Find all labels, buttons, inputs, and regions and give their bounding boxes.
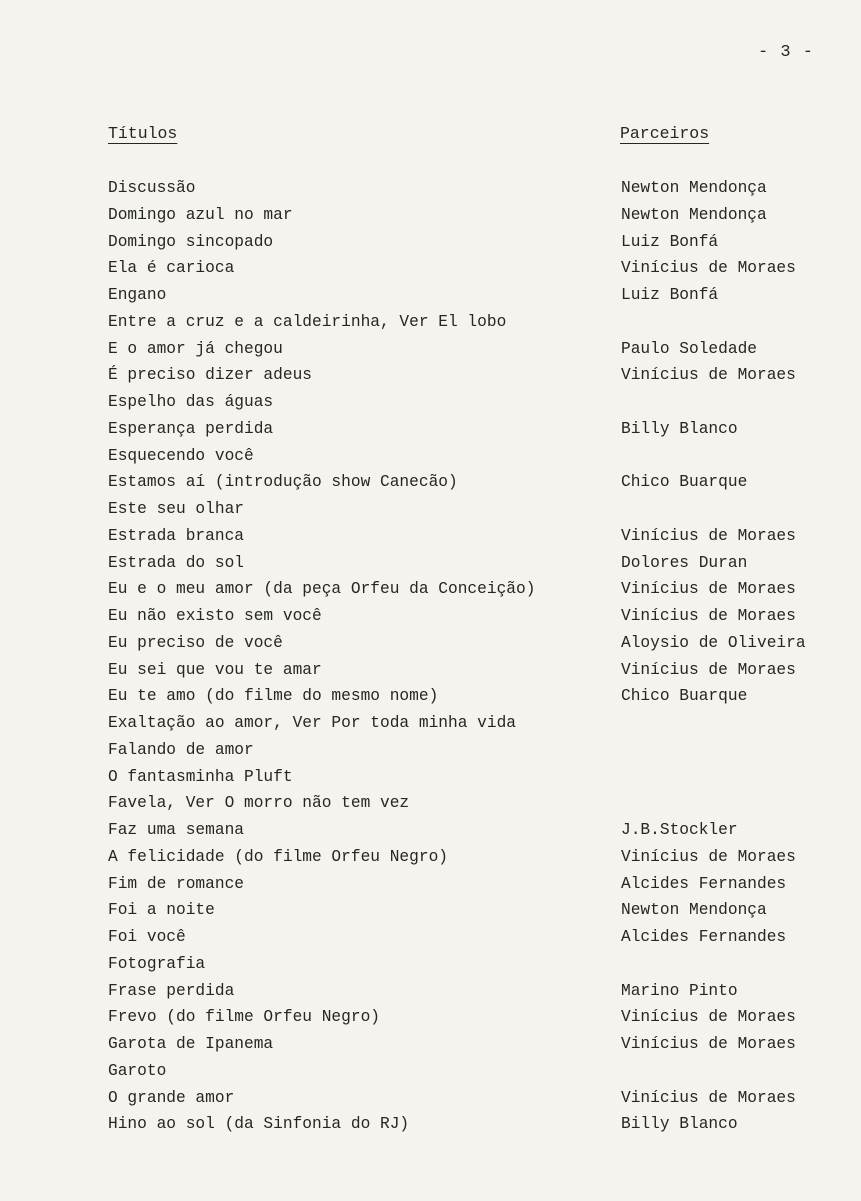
song-title: Foi você bbox=[108, 928, 186, 946]
list-item bbox=[0, 820, 861, 847]
list-item bbox=[0, 606, 861, 633]
song-partner: Vinícius de Moraes bbox=[621, 580, 796, 599]
list-item bbox=[0, 285, 861, 312]
song-list bbox=[0, 178, 861, 1141]
song-partner: Alcides Fernandes bbox=[621, 928, 787, 946]
list-item bbox=[0, 446, 861, 473]
song-title: Esquecendo você bbox=[108, 446, 254, 465]
song-partner: Billy Blanco bbox=[621, 1115, 738, 1134]
song-partner: Vinícius de Moraes bbox=[621, 1008, 796, 1027]
song-title: É preciso dizer adeus bbox=[108, 366, 312, 385]
song-partner: Newton Mendonça bbox=[621, 901, 767, 920]
song-title: Frase perdida bbox=[108, 981, 235, 1000]
song-title: Espelho das águas bbox=[108, 393, 274, 411]
song-partner: Vinícius de Moraes bbox=[621, 259, 796, 278]
song-title: Foi a noite bbox=[108, 901, 215, 920]
list-item bbox=[0, 499, 861, 526]
list-item bbox=[0, 900, 861, 927]
list-item bbox=[0, 713, 861, 740]
list-item bbox=[0, 874, 861, 901]
list-item bbox=[0, 927, 861, 954]
song-partner: Dolores Duran bbox=[621, 553, 748, 572]
list-item bbox=[0, 553, 861, 580]
song-title: Esperança perdida bbox=[108, 419, 274, 438]
list-item bbox=[0, 392, 861, 419]
list-item bbox=[0, 1114, 861, 1141]
song-partner: Vinícius de Moraes bbox=[621, 607, 796, 625]
song-title: Garoto bbox=[108, 1061, 167, 1080]
list-item bbox=[0, 660, 861, 687]
song-partner: J.B.Stockler bbox=[621, 821, 738, 839]
song-title: Fotografia bbox=[108, 954, 206, 973]
song-partner: Vinícius de Moraes bbox=[621, 526, 796, 545]
list-item bbox=[0, 633, 861, 660]
song-partner: Vinícius de Moraes bbox=[621, 1088, 796, 1107]
song-partner: Vinícius de Moraes bbox=[621, 660, 796, 679]
list-item bbox=[0, 954, 861, 981]
song-title: Favela, Ver O morro não tem vez bbox=[108, 794, 410, 813]
song-title: Entre a cruz e a caldeirinha, Ver El lobo bbox=[108, 312, 507, 331]
song-partner: Vinícius de Moraes bbox=[621, 847, 796, 866]
song-title: E o amor já chegou bbox=[108, 339, 283, 358]
song-title: Eu sei que vou te amar bbox=[108, 660, 322, 679]
song-title: O grande amor bbox=[108, 1088, 235, 1107]
list-item bbox=[0, 1007, 861, 1034]
song-title: Discussão bbox=[108, 179, 196, 197]
song-title: Estrada do sol bbox=[108, 553, 244, 572]
song-title: Engano bbox=[108, 286, 167, 304]
song-partner: Vinícius de Moraes bbox=[621, 366, 796, 385]
list-item bbox=[0, 232, 861, 259]
song-title: Eu preciso de você bbox=[108, 633, 283, 652]
list-item bbox=[0, 339, 861, 366]
song-title: Frevo (do filme Orfeu Negro) bbox=[108, 1008, 380, 1027]
list-item bbox=[0, 258, 861, 285]
song-title: Eu e o meu amor (da peça Orfeu da Conceição) bbox=[108, 580, 536, 599]
page-number: - 3 - bbox=[758, 43, 815, 62]
song-partner: Luiz Bonfá bbox=[621, 286, 719, 304]
song-title: Exaltação ao amor, Ver Por toda minha vida bbox=[108, 714, 516, 732]
list-item bbox=[0, 365, 861, 392]
song-partner: Alcides Fernandes bbox=[621, 874, 787, 893]
song-partner: Chico Buarque bbox=[621, 473, 748, 492]
list-item bbox=[0, 419, 861, 446]
song-title: Estamos aí (introdução show Canecão) bbox=[108, 473, 458, 492]
song-partner: Luiz Bonfá bbox=[621, 232, 719, 251]
list-item bbox=[0, 793, 861, 820]
song-title: Garota de Ipanema bbox=[108, 1035, 274, 1053]
song-partner: Chico Buarque bbox=[621, 687, 748, 706]
list-item bbox=[0, 472, 861, 499]
song-title: Fim de romance bbox=[108, 874, 244, 893]
song-partner: Vinícius de Moraes bbox=[621, 1035, 796, 1053]
song-title: Falando de amor bbox=[108, 740, 254, 759]
list-item bbox=[0, 1034, 861, 1061]
song-title: Domingo sincopado bbox=[108, 232, 274, 251]
titles-column-header: Títulos bbox=[108, 124, 178, 143]
list-item bbox=[0, 1061, 861, 1088]
song-partner: Paulo Soledade bbox=[621, 339, 757, 358]
song-title: Hino ao sol (da Sinfonia do RJ) bbox=[108, 1115, 410, 1134]
song-title: A felicidade (do filme Orfeu Negro) bbox=[108, 847, 448, 866]
song-title: O fantasminha Pluft bbox=[108, 767, 293, 786]
song-title: Eu não existo sem você bbox=[108, 607, 322, 625]
list-item bbox=[0, 1088, 861, 1115]
list-item bbox=[0, 205, 861, 232]
list-item bbox=[0, 740, 861, 767]
list-item bbox=[0, 178, 861, 205]
song-partner: Marino Pinto bbox=[621, 981, 738, 1000]
song-title: Eu te amo (do filme do mesmo nome) bbox=[108, 687, 439, 706]
partners-column-header: Parceiros bbox=[620, 124, 710, 143]
list-item bbox=[0, 981, 861, 1008]
list-item bbox=[0, 847, 861, 874]
song-partner: Newton Mendonça bbox=[621, 205, 767, 224]
list-item bbox=[0, 579, 861, 606]
song-title: Ela é carioca bbox=[108, 259, 235, 278]
list-item bbox=[0, 686, 861, 713]
song-partner: Billy Blanco bbox=[621, 419, 738, 438]
list-item bbox=[0, 767, 861, 794]
song-title: Faz uma semana bbox=[108, 821, 244, 839]
song-partner: Newton Mendonça bbox=[621, 179, 767, 197]
list-item bbox=[0, 312, 861, 339]
list-item bbox=[0, 526, 861, 553]
song-title: Domingo azul no mar bbox=[108, 205, 293, 224]
song-title: Este seu olhar bbox=[108, 500, 244, 518]
song-title: Estrada branca bbox=[108, 526, 244, 545]
song-partner: Aloysio de Oliveira bbox=[621, 633, 806, 652]
